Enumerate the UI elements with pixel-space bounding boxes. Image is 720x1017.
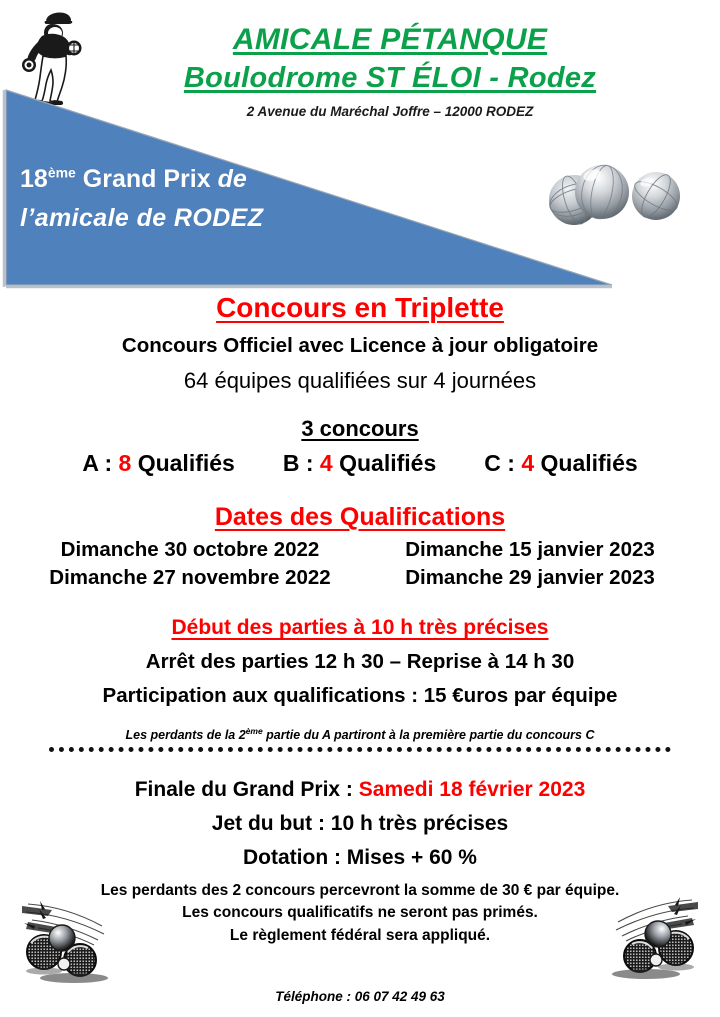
banner-title-italic: de [217, 165, 247, 193]
qualifier-a [82, 450, 235, 477]
petanque-boules-photo [534, 142, 694, 240]
date-item: Dimanche 27 novembre 2022 [49, 566, 331, 589]
note-part1: Les perdants de la 2 [125, 728, 246, 742]
banner-title-main: Grand Prix [75, 165, 218, 193]
finale-label: Finale du Grand Prix : [134, 778, 359, 801]
club-address: 2 Avenue du Maréchal Joffre – 12000 RODEZ [246, 104, 534, 119]
phone-number: Téléphone : 06 07 42 49 63 [275, 989, 445, 1005]
qualifier-a-letter: A : [82, 450, 113, 476]
qualifier-c-count: 4 [521, 450, 535, 476]
heading-competition: Concours en Triplette [216, 292, 504, 323]
note-sup: ème [245, 725, 263, 736]
qualifier-a-label: Qualifiés [137, 450, 235, 476]
edition-number: 18 [20, 165, 48, 193]
qualifier-c [484, 450, 637, 477]
heading-start-time: Début des parties à 10 h très précises [171, 616, 549, 639]
line-break-time: Arrêt des parties 12 h 30 – Reprise à 14 h 30 [145, 650, 575, 673]
note-part2: partie du A partiront à la première partie du concours C [262, 728, 595, 742]
dotation: Dotation : Mises + 60 % [243, 846, 477, 869]
qualifier-b-label: Qualifiés [339, 450, 437, 476]
note-losers-rule [0, 725, 720, 742]
date-item: Dimanche 30 octobre 2022 [60, 538, 320, 561]
subtitle-teams: 64 équipes qualifiées sur 4 journées [183, 368, 537, 393]
date-item: Dimanche 15 janvier 2023 [405, 538, 655, 561]
qualifier-c-label: Qualifiés [540, 450, 638, 476]
qualifier-a-count: 8 [118, 450, 132, 476]
qualifier-b-letter: B : [282, 450, 314, 476]
banner-title [20, 160, 263, 238]
finale-date: Samedi 18 février 2023 [358, 778, 586, 801]
heading-contests: 3 concours [301, 416, 419, 441]
qualifiers-row [0, 450, 720, 477]
club-name-line2: Boulodrome ST ÉLOI - Rodez [183, 62, 597, 95]
qualifier-c-letter: C : [484, 450, 515, 476]
jet-du-but: Jet du but : 10 h très précises [211, 812, 509, 835]
qualifier-b [283, 450, 436, 477]
line-participation-fee: Participation aux qualifications : 15 €uros par équipe [102, 684, 618, 707]
date-item: Dimanche 29 janvier 2023 [405, 566, 655, 589]
fineprint-line: Le règlement fédéral sera appliqué. [229, 926, 491, 944]
heading-dates: Dates des Qualifications [214, 503, 506, 531]
fineprint-line: Les perdants des 2 concours percevront la somme de 30 € par équipe. [100, 882, 620, 899]
fineprint-line: Les concours qualificatifs ne seront pas primés. [182, 904, 538, 922]
qualifier-b-count: 4 [319, 450, 333, 476]
banner-title-line2: l’amicale de RODEZ [20, 203, 264, 232]
edition-suffix: ème [47, 164, 76, 181]
club-name-line1: AMICALE PÉTANQUE [232, 23, 548, 56]
finale-line [0, 778, 720, 802]
boules-collision-clipart [22, 900, 142, 990]
qualification-dates [0, 538, 720, 590]
subtitle-official: Concours Officiel avec Licence à jour obligatoire [121, 334, 599, 357]
boules-collision-clipart [578, 896, 698, 986]
